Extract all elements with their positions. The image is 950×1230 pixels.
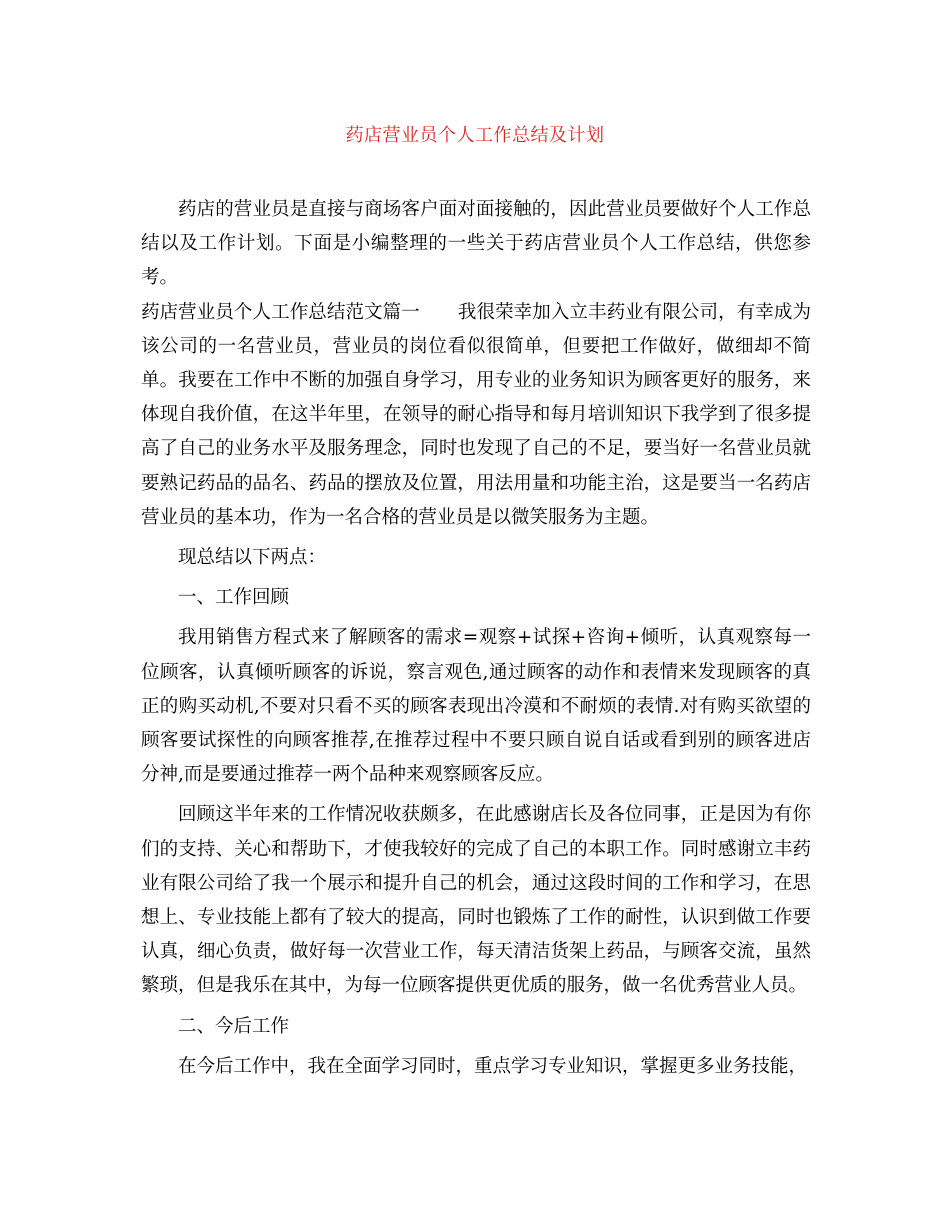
heading-work-review: 一、工作回顾	[178, 587, 290, 609]
section-heading-paragraph	[141, 296, 811, 535]
work-review-paragraph: 我用销售方程式来了解顾客的需求=观察+试探+咨询+倾听，认真观察每一位顾客，认真倾听顾客的诉说，察言观色,通过顾客的动作和表情来发现顾客的真正的购买动机,不要对只看不买的顾客表现出冷漠和不耐烦的表情.对有购买欲望的顾客要试探性的向顾客推荐,在推荐过程中不要只顾自说自话或看到别的顾客进店分神,而是要通过推荐一两个品种来观察顾客反应。	[141, 627, 811, 786]
section-heading: 药店营业员个人工作总结范文篇一	[141, 301, 420, 323]
reflection-paragraph: 回顾这半年来的工作情况收获颇多，在此感谢店长及各位同事，正是因为有你们的支持、关心和帮助下，才使我较好的完成了自己的本职工作。同时感谢立丰药业有限公司给了我一个展示和提升自己的机会，通过这段时间的工作和学习，在思想上、专业技能上都有了较大的提高，同时也锻炼了工作的耐性，认识到做工作要认真，细心负责，做好每一次营业工作，每天清洁货架上药品，与顾客交流，虽然繁琐，但是我乐在其中，为每一位顾客提供更优质的服务，做一名优秀营业人员。	[141, 804, 811, 997]
future-work-paragraph: 在今后工作中，我在全面学习同时，重点学习专业知识，掌握更多业务技能，	[178, 1055, 808, 1077]
document-title: 药店营业员个人工作总结及计划	[345, 125, 605, 146]
section-first-paragraph: 我很荣幸加入立丰药业有限公司，有幸成为该公司的一名营业员，营业员的岗位看似很简单，但要把工作做好，做细却不简单。我要在工作中不断的加强自身学习，用专业的业务知识为顾客更好的服务，来体现自我价值，在这半年里，在领导的耐心指导和每月培训知识下我学到了很多提高了自己的业务水平及服务理念，同时也发现了自己的不足，要当好一名营业员就要熟记药品的品名、药品的摆放及位置，用法用量和功能主治，这是要当一名药店营业员的基本功，作为一名合格的营业员是以微笑服务为主题。	[141, 301, 811, 528]
summary-intro: 现总结以下两点：	[178, 547, 327, 569]
intro-paragraph: 药店的营业员是直接与商场客户面对面接触的，因此营业员要做好个人工作总结以及工作计划。下面是小编整理的一些关于药店营业员个人工作总结，供您参考。	[141, 199, 811, 289]
document-body	[141, 193, 811, 1084]
heading-future-work: 二、今后工作	[178, 1015, 290, 1037]
